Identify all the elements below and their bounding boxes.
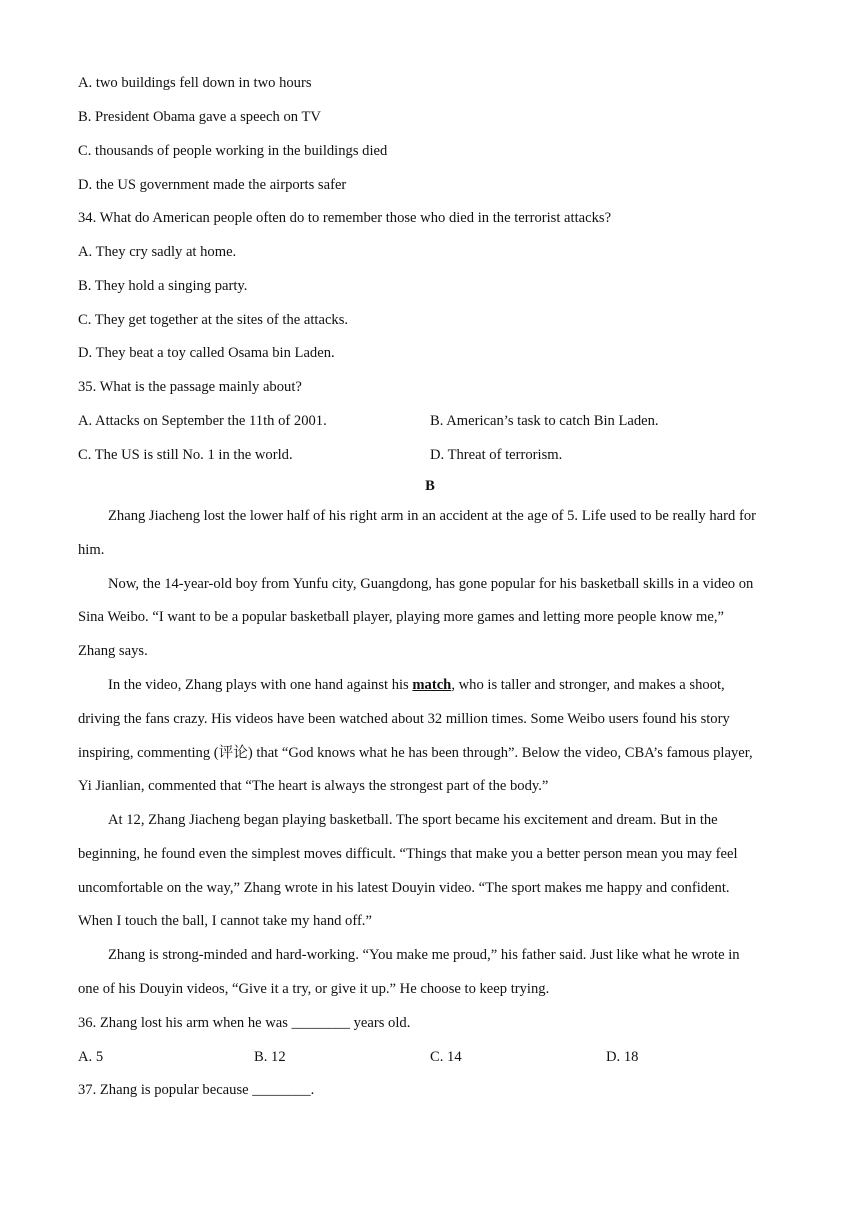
q35-option-c: C. The US is still No. 1 in the world. (78, 447, 293, 463)
q36-option-b: B. 12 (254, 1049, 286, 1065)
passage-p4-line3: uncomfortable on the way,” Zhang wrote in his latest Douyin video. “The sport makes me happy and confident. (78, 880, 730, 896)
q35-option-d: D. Threat of terrorism. (430, 447, 563, 463)
passage-p3-line2: driving the fans crazy. His videos have been watched about 32 million times. Some Weibo users found his story (78, 711, 730, 727)
q35-question: 35. What is the passage mainly about? (78, 379, 302, 395)
q35-option-a: A. Attacks on September the 11th of 2001. (78, 413, 327, 429)
passage-p5-line1: Zhang is strong-minded and hard-working. “You make me proud,” his father said. Just like what he wrote in (108, 947, 740, 963)
passage-p2-line1: Now, the 14-year-old boy from Yunfu city, Guangdong, has gone popular for his basketball skills in a video on (108, 576, 754, 592)
passage-p2-line2: Sina Weibo. “I want to be a popular basketball player, playing more games and letting more people know me,” (78, 609, 724, 625)
passage-p1-line1: Zhang Jiacheng lost the lower half of his right arm in an accident at the age of 5. Life used to be really hard for (108, 508, 756, 524)
passage-p2-line3: Zhang says. (78, 643, 148, 659)
passage-p3-line4: Yi Jianlian, commented that “The heart is always the strongest part of the body.” (78, 778, 549, 794)
q36-option-d: D. 18 (606, 1049, 639, 1065)
q36-option-a: A. 5 (78, 1049, 104, 1065)
q34-option-a: A. They cry sadly at home. (78, 244, 237, 260)
passage-p3-line1 (108, 676, 725, 694)
q33-option-d: D. the US government made the airports safer (78, 177, 347, 193)
passage-p3-line3: inspiring, commenting (评论) that “God knows what he has been through”. Below the video, CBA’s famous player, (78, 745, 753, 761)
q33-option-a: A. two buildings fell down in two hours (78, 75, 312, 91)
q35-option-b: B. American’s task to catch Bin Laden. (430, 413, 659, 429)
section-b-heading: B (425, 478, 435, 494)
q36-option-c: C. 14 (430, 1049, 462, 1065)
q33-option-c: C. thousands of people working in the buildings died (78, 143, 388, 159)
passage-p1-line2: him. (78, 542, 105, 558)
passage-p5-line2: one of his Douyin videos, “Give it a try, or give it up.” He choose to keep trying. (78, 981, 550, 997)
underlined-word-match: match (412, 677, 452, 693)
passage-p4-line4: When I touch the ball, I cannot take my hand off.” (78, 913, 372, 929)
q34-question: 34. What do American people often do to remember those who died in the terrorist attacks? (78, 210, 612, 226)
q37-question: 37. Zhang is popular because ________. (78, 1082, 315, 1098)
q36-question: 36. Zhang lost his arm when he was ________ years old. (78, 1015, 411, 1031)
q34-option-b: B. They hold a singing party. (78, 278, 248, 294)
q34-option-d: D. They beat a toy called Osama bin Laden. (78, 345, 335, 361)
q34-option-c: C. They get together at the sites of the attacks. (78, 312, 349, 328)
passage-p4-line2: beginning, he found even the simplest moves difficult. “Things that make you a better person mean you may feel (78, 846, 738, 862)
q33-option-b: B. President Obama gave a speech on TV (78, 109, 321, 125)
passage-p3-line1-before: In the video, Zhang plays with one hand against his (108, 677, 413, 693)
passage-p3-line1-after: , who is taller and stronger, and makes a shoot, (451, 677, 725, 693)
passage-p4-line1: At 12, Zhang Jiacheng began playing basketball. The sport became his excitement and dream. But in the (108, 812, 718, 828)
